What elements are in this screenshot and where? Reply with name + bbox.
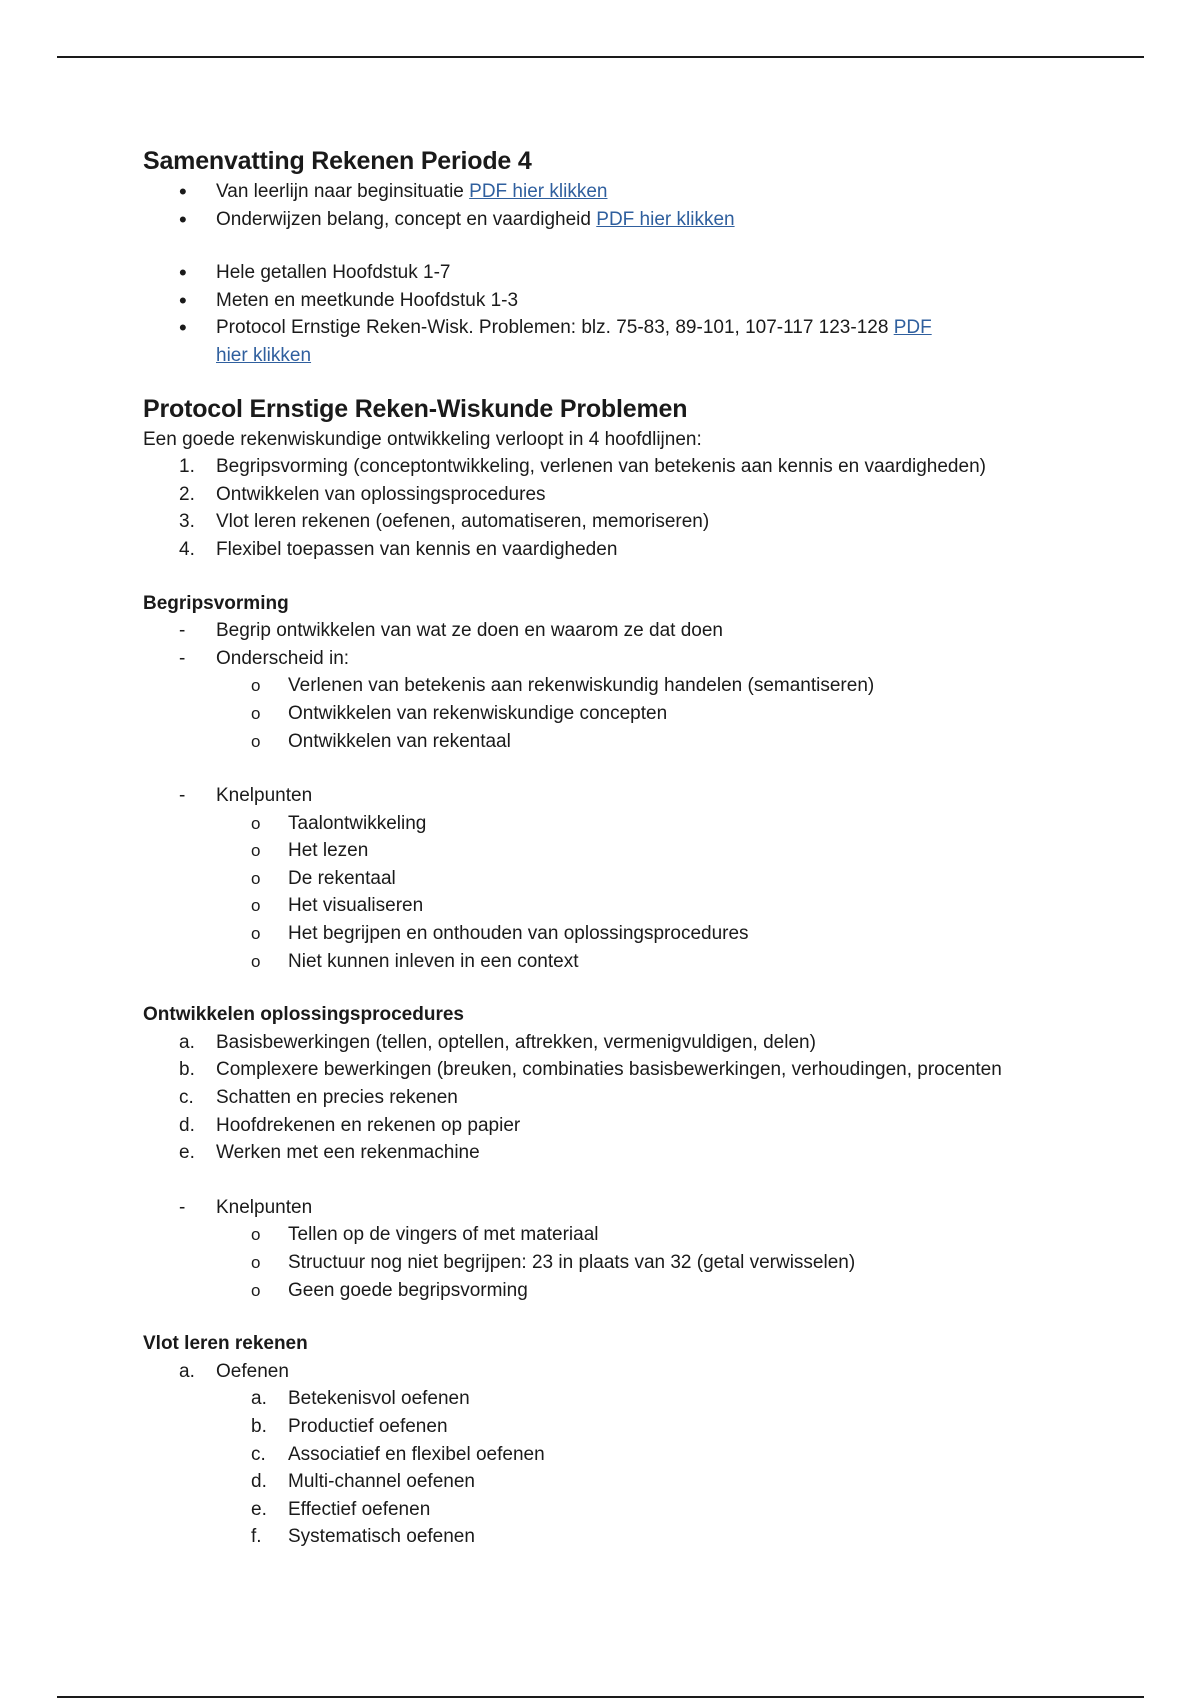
list-marker: e. — [251, 1498, 267, 1520]
list-marker: 3. — [179, 511, 195, 533]
list-item-text: Hele getallen Hoofdstuk 1-7 — [216, 262, 451, 284]
section-heading-oplossingsprocedures: Ontwikkelen oplossingsprocedures — [143, 1004, 464, 1026]
list-item — [143, 810, 1083, 838]
knelpunten-sublist — [143, 810, 1083, 976]
begripsvorming-sublist — [143, 672, 1083, 755]
list-item — [143, 1385, 1083, 1413]
list-item-text: Vlot leren rekenen (oefenen, automatiseren, memoriseren) — [216, 511, 710, 533]
list-item-text: De rekentaal — [288, 867, 396, 889]
bullet-icon: • — [179, 206, 187, 232]
list-item-text: Complexere bewerkingen (breuken, combinaties basisbewerkingen, verhoudingen, procenten — [216, 1059, 1002, 1081]
knelpunten-list — [143, 1194, 1083, 1222]
list-item — [143, 481, 1083, 509]
circle-bullet-icon: o — [251, 896, 261, 916]
list-item-text: Ontwikkelen van oplossingsprocedures — [216, 483, 546, 505]
list-item-text: Betekenisvol oefenen — [288, 1388, 470, 1410]
list-marker: c. — [179, 1087, 194, 1109]
list-item-text: Oefenen — [216, 1360, 289, 1382]
list-item — [143, 1221, 1083, 1249]
chapter-list — [143, 259, 1083, 369]
oplossingsprocedures-list — [143, 1029, 1083, 1167]
circle-bullet-icon: o — [251, 731, 261, 751]
list-item-text: Verlenen van betekenis aan rekenwiskundig handelen (semantiseren) — [288, 675, 875, 697]
list-item — [143, 1496, 1083, 1524]
list-item — [143, 1139, 1083, 1167]
pdf-link[interactable]: PDF hier klikken — [216, 317, 932, 366]
list-item — [143, 536, 1083, 564]
protocol-list — [143, 453, 1083, 563]
list-item — [143, 1194, 1083, 1222]
list-item-text: Geen goede begripsvorming — [288, 1279, 528, 1301]
list-item — [143, 672, 1083, 700]
spacer — [143, 1167, 1083, 1194]
list-item-text: Basisbewerkingen (tellen, optellen, aftrekken, vermenigvuldigen, delen) — [216, 1031, 816, 1053]
bullet-icon: • — [179, 315, 187, 341]
list-item — [143, 1523, 1083, 1551]
circle-bullet-icon: o — [251, 676, 261, 696]
list-item — [143, 892, 1083, 920]
list-item — [143, 314, 956, 369]
dash-marker: - — [179, 647, 186, 669]
circle-bullet-icon: o — [251, 951, 261, 971]
knelpunten-label: Knelpunten — [216, 785, 313, 807]
list-item-text: Protocol Ernstige Reken-Wisk. Problemen: blz. 75-83, 89-101, 107-117 123-128 — [216, 317, 894, 339]
section-intro: Een goede rekenwiskundige ontwikkeling verloopt in 4 hoofdlijnen: — [143, 428, 702, 450]
list-marker: 4. — [179, 538, 195, 560]
circle-bullet-icon: o — [251, 703, 261, 723]
list-item-text: Systematisch oefenen — [288, 1526, 475, 1548]
list-item — [143, 1413, 1083, 1441]
spacer — [143, 233, 1083, 259]
list-item — [143, 700, 1083, 728]
dash-marker: - — [179, 620, 186, 642]
vlot-list — [143, 1358, 1083, 1386]
circle-bullet-icon: o — [251, 841, 261, 861]
footer-rule — [57, 1696, 1144, 1698]
list-item-text: Niet kunnen inleven in een context — [288, 950, 579, 972]
list-item-text: Structuur nog niet begrijpen: 23 in plaats van 32 (getal verwisselen) — [288, 1252, 856, 1273]
list-item — [143, 837, 1083, 865]
list-item-text: Het begrijpen en onthouden van oplossingsprocedures — [288, 923, 749, 945]
list-marker: c. — [251, 1443, 266, 1465]
list-marker: b. — [251, 1415, 267, 1437]
list-item — [143, 287, 1083, 315]
list-item-text: Flexibel toepassen van kennis en vaardigheden — [216, 538, 618, 560]
list-item — [143, 178, 1083, 206]
page-title: Samenvatting Rekenen Periode 4 — [143, 147, 532, 175]
list-marker: d. — [251, 1471, 267, 1493]
list-item-text: Associatief en flexibel oefenen — [288, 1443, 545, 1465]
list-item — [143, 865, 1083, 893]
dash-marker: - — [179, 1196, 186, 1218]
begripsvorming-list — [143, 617, 1083, 672]
circle-bullet-icon: o — [251, 813, 261, 833]
circle-bullet-icon: o — [251, 1280, 261, 1300]
list-item-text: Tellen op de vingers of met materiaal — [288, 1224, 599, 1246]
list-marker: 2. — [179, 483, 195, 505]
list-item-text: Onderscheid in: — [216, 647, 350, 669]
list-marker: a. — [179, 1031, 195, 1053]
list-item — [143, 206, 1083, 234]
list-item-text: Van leerlijn naar beginsituatie — [216, 181, 470, 202]
list-item — [143, 1112, 1083, 1140]
spacer — [143, 755, 1083, 782]
list-item — [143, 453, 1083, 481]
bullet-icon: • — [179, 287, 187, 313]
list-item — [143, 920, 1083, 948]
vlot-sublist — [143, 1385, 1083, 1551]
list-item — [143, 1468, 1083, 1496]
section-heading-begripsvorming: Begripsvorming — [143, 592, 289, 614]
list-item-text: Meten en meetkunde Hoofdstuk 1-3 — [216, 289, 519, 311]
circle-bullet-icon: o — [251, 868, 261, 888]
list-item — [143, 1084, 1083, 1112]
list-item — [143, 1029, 1083, 1057]
list-item-text: Onderwijzen belang, concept en vaardigheid — [216, 208, 597, 230]
list-item — [143, 617, 1083, 645]
list-item — [143, 1441, 1083, 1469]
header-rule — [57, 56, 1144, 58]
document-body — [143, 144, 1083, 1551]
list-item-text: Ontwikkelen van rekenwiskundige concepten — [288, 702, 668, 724]
list-item-text: Begrip ontwikkelen van wat ze doen en waarom ze dat doen — [216, 620, 723, 642]
list-item — [143, 259, 1083, 287]
list-item-text: Het lezen — [288, 840, 369, 862]
circle-bullet-icon: o — [251, 1253, 261, 1272]
list-item-text: Productief oefenen — [288, 1415, 448, 1437]
dash-marker: - — [179, 785, 186, 807]
circle-bullet-icon: o — [251, 1225, 261, 1245]
list-item — [143, 728, 1083, 756]
knelpunten-sublist — [143, 1221, 1083, 1304]
list-marker: d. — [179, 1114, 195, 1136]
knelpunten-label: Knelpunten — [216, 1196, 313, 1218]
list-item — [143, 1277, 1083, 1305]
circle-bullet-icon: o — [251, 924, 261, 944]
summary-list — [143, 178, 1083, 233]
list-marker: a. — [251, 1388, 267, 1410]
list-item-text: Effectief oefenen — [288, 1498, 431, 1520]
list-marker: e. — [179, 1142, 195, 1164]
bullet-icon: • — [179, 260, 187, 286]
bullet-icon: • — [179, 179, 187, 204]
list-item — [143, 1056, 1083, 1084]
pdf-link[interactable]: PDF hier klikken — [469, 181, 608, 202]
list-marker: b. — [179, 1059, 195, 1081]
list-marker: 1. — [179, 456, 195, 478]
list-item-text: Het visualiseren — [288, 895, 424, 917]
list-marker: f. — [251, 1526, 262, 1548]
list-item-text: Schatten en precies rekenen — [216, 1087, 458, 1109]
pdf-link[interactable]: PDF hier klikken — [596, 208, 735, 230]
list-item — [143, 508, 1083, 536]
list-item — [143, 1249, 1083, 1277]
section-heading-protocol: Protocol Ernstige Reken-Wiskunde Problemen — [143, 394, 688, 423]
list-item-text: Multi-channel oefenen — [288, 1471, 475, 1493]
section-heading-vlot: Vlot leren rekenen — [143, 1333, 308, 1355]
list-item — [143, 1358, 1083, 1386]
list-marker: a. — [179, 1360, 195, 1382]
list-item — [143, 645, 1083, 673]
list-item-text: Ontwikkelen van rekentaal — [288, 730, 511, 752]
list-item — [143, 782, 1083, 810]
knelpunten-list — [143, 782, 1083, 810]
list-item-text: Taalontwikkeling — [288, 812, 427, 834]
list-item-text: Hoofdrekenen en rekenen op papier — [216, 1114, 521, 1136]
list-item-text: Begripsvorming (conceptontwikkeling, verlenen van betekenis aan kennis en vaardigheden) — [216, 456, 986, 478]
list-item-text: Werken met een rekenmachine — [216, 1142, 480, 1164]
list-item — [143, 948, 1083, 976]
